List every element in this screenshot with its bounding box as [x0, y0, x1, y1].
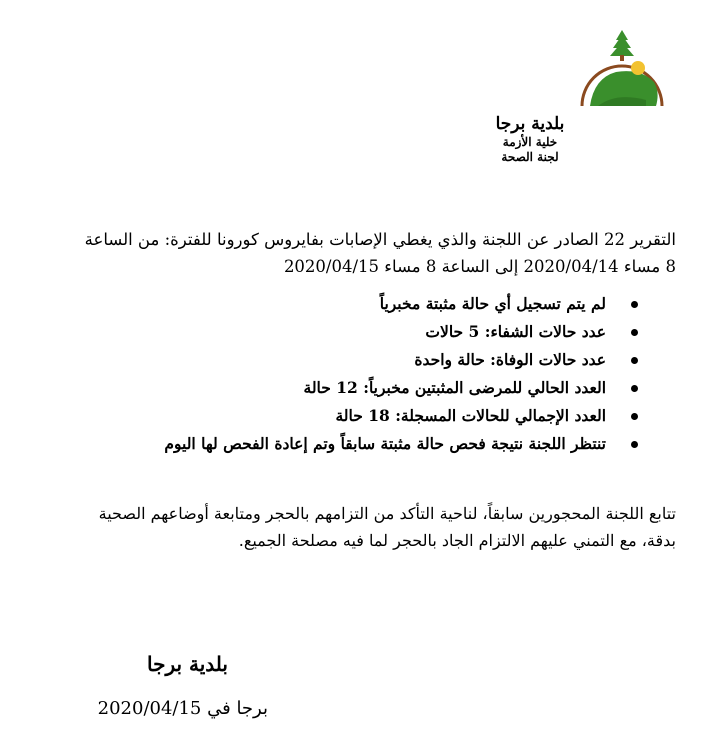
bullet-icon — [631, 385, 638, 392]
list-item: لم يتم تسجيل أي حالة مثبتة مخبرياً — [42, 290, 642, 318]
letterhead — [420, 114, 640, 165]
date-line: برجا في 2020/04/15 — [97, 698, 268, 719]
bullet-icon — [631, 413, 638, 420]
list-item: العدد الإجمالي للحالات المسجلة: 18 حالة — [42, 402, 642, 430]
bullet-icon — [631, 329, 638, 336]
health-committee-label: لجنة الصحة — [501, 150, 559, 165]
report-bullet-list — [42, 290, 642, 458]
bullet-icon — [631, 357, 638, 364]
follow-up-paragraph: تتابع اللجنة المحجورين سابقاً، لناحية التأكد من التزامهم بالحجر ومتابعة أوضاعهم الصحية بدقة، مع التمني عليهم الالتزام الجاد بالحجر لما فيه مصلحة الجميع. — [98, 504, 676, 550]
signature: بلدية برجا — [147, 652, 228, 676]
list-item: تنتظر اللجنة نتيجة فحص حالة مثبتة سابقاً وتم إعادة الفحص لها اليوم — [42, 430, 642, 458]
list-item: عدد حالات الوفاة: حالة واحدة — [42, 346, 642, 374]
list-item: عدد حالات الشفاء: 5 حالات — [42, 318, 642, 346]
list-item: العدد الحالي للمرضى المثبتين مخبرياً: 12 حالة — [42, 374, 642, 402]
crisis-cell-label: خلية الأزمة — [502, 135, 558, 150]
municipality-seal-icon — [576, 22, 668, 112]
bullet-icon — [631, 441, 638, 448]
municipality-name: بلدية برجا — [495, 114, 565, 134]
bullet-icon — [631, 301, 638, 308]
report-intro: التقرير 22 الصادر عن اللجنة والذي يغطي الإصابات بفايروس كورونا للفترة: من الساعة 8 مساء 2020/04/14 إلى الساعة 8 مساء 2020/04/15 — [84, 230, 676, 276]
